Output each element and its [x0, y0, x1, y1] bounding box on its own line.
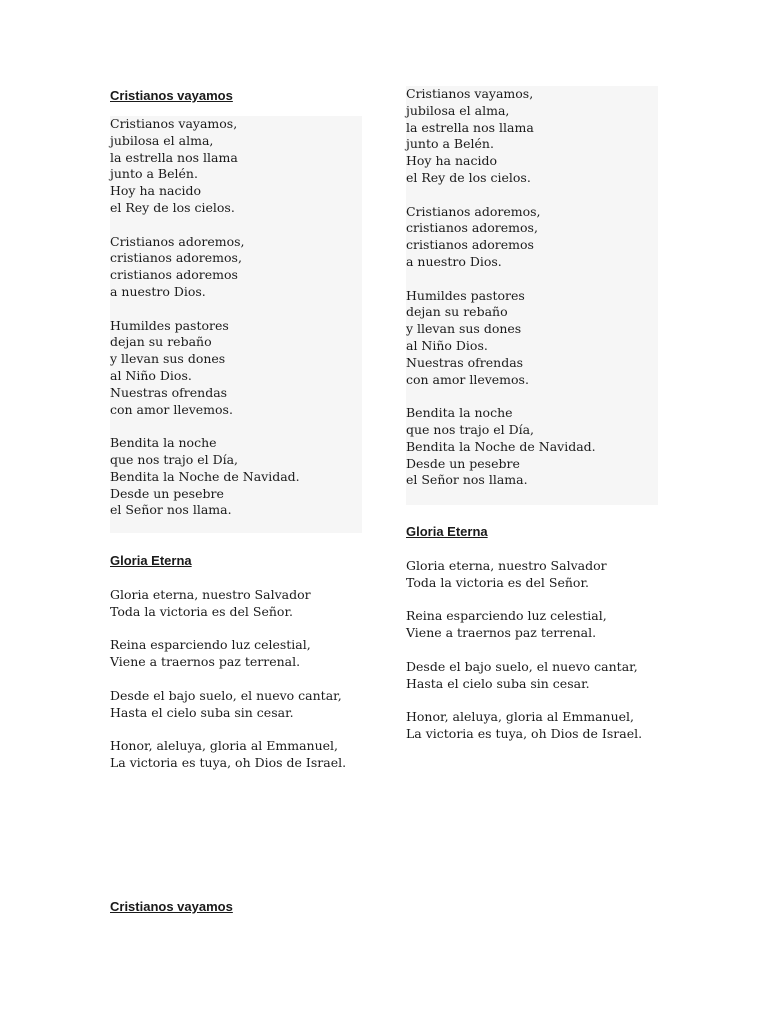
stanza [406, 86, 658, 187]
stanza [406, 608, 666, 642]
lyric-line: Cristianos vayamos, [110, 116, 238, 131]
song-title-gloria-eterna: Gloria Eterna [110, 553, 192, 568]
lyric-line: Reina esparciendo luz celestial, [110, 637, 311, 653]
lyric-line: Gloria eterna, nuestro Salvador [406, 558, 607, 573]
lyric-line: Bendita la Noche de Navidad. [406, 438, 596, 454]
lyric-line: la estrella nos llama [110, 149, 238, 165]
lyric-line: el Señor nos llama. [406, 472, 528, 488]
lyric-line: el Rey de los cielos. [406, 169, 531, 185]
lyric-line: jubilosa el alma, [110, 132, 214, 148]
lyric-line: cristianos adoremos [406, 237, 534, 253]
lyric-line: que nos trajo el Día, [406, 421, 535, 437]
stanza [110, 587, 370, 621]
lyrics-block-gloria-eterna [110, 587, 370, 789]
stanza [406, 558, 666, 592]
lyric-line: que nos trajo el Día, [110, 451, 239, 467]
lyric-line: al Niño Dios. [406, 337, 488, 353]
stanza [110, 738, 370, 772]
lyric-line: Humildes pastores [406, 287, 525, 303]
lyric-line: el Señor nos llama. [110, 502, 232, 518]
lyric-line: y llevan sus dones [110, 351, 226, 367]
stanza [406, 288, 658, 389]
lyric-line: a nuestro Dios. [110, 283, 206, 299]
lyrics-block-gloria-eterna-right [406, 558, 666, 760]
lyric-line: con amor llevemos. [406, 371, 529, 387]
stanza [110, 318, 362, 419]
lyric-line: Toda la victoria es del Señor. [110, 603, 294, 619]
lyric-line: cristianos adoremos, [406, 220, 538, 236]
lyric-line: al Niño Dios. [110, 367, 192, 383]
lyric-line: Honor, aleluya, gloria al Emmanuel, [110, 738, 339, 754]
lyric-line: Nuestras ofrendas [110, 384, 228, 400]
lyric-line: Cristianos adoremos, [406, 203, 541, 219]
lyric-line: Bendita la noche [406, 405, 513, 421]
lyric-line: Hoy ha nacido [110, 183, 201, 199]
stanza [406, 405, 658, 489]
lyric-line: Viene a traernos paz terrenal. [110, 654, 301, 670]
lyric-line: Humildes pastores [110, 317, 229, 333]
stanza [110, 435, 362, 519]
song-title-cristianos-vayamos-repeat: Cristianos vayamos [110, 899, 233, 914]
stanza [110, 234, 362, 301]
lyric-line: La victoria es tuya, oh Dios de Israel. [406, 725, 643, 741]
lyric-line: Cristianos adoremos, [110, 233, 245, 249]
song-title-cristianos-vayamos: Cristianos vayamos [110, 88, 233, 103]
lyrics-block-cristianos-vayamos [110, 116, 362, 533]
lyric-line: cristianos adoremos [110, 267, 238, 283]
stanza [110, 116, 362, 217]
lyric-line: dejan su rebaño [110, 334, 212, 350]
stanza [406, 204, 658, 271]
lyric-line: Bendita la noche [110, 435, 217, 451]
song-title-gloria-eterna-right: Gloria Eterna [406, 524, 488, 539]
lyric-line: Cristianos vayamos, [406, 86, 534, 101]
lyric-line: cristianos adoremos, [110, 250, 242, 266]
lyric-line: Desde el bajo suelo, el nuevo cantar, [110, 687, 342, 703]
lyric-line: jubilosa el alma, [406, 102, 510, 118]
lyric-line: dejan su rebaño [406, 304, 508, 320]
lyric-line: Honor, aleluya, gloria al Emmanuel, [406, 709, 635, 725]
lyric-line: con amor llevemos. [110, 401, 233, 417]
lyric-line: la estrella nos llama [406, 119, 534, 135]
lyric-line: Gloria eterna, nuestro Salvador [110, 587, 311, 602]
lyric-line: La victoria es tuya, oh Dios de Israel. [110, 754, 347, 770]
lyrics-block-cristianos-vayamos-right [406, 86, 658, 505]
lyric-line: Desde un pesebre [406, 455, 520, 471]
lyric-line: Desde el bajo suelo, el nuevo cantar, [406, 658, 638, 674]
stanza [110, 637, 370, 671]
lyric-line: el Rey de los cielos. [110, 199, 235, 215]
lyric-line: Desde un pesebre [110, 485, 224, 501]
lyric-line: Toda la victoria es del Señor. [406, 574, 590, 590]
lyric-line: Bendita la Noche de Navidad. [110, 468, 300, 484]
lyric-line: Hasta el cielo suba sin cesar. [406, 675, 590, 691]
lyric-line: junto a Belén. [110, 166, 198, 182]
lyric-line: Nuestras ofrendas [406, 354, 524, 370]
stanza [110, 688, 370, 722]
lyric-line: y llevan sus dones [406, 321, 522, 337]
stanza [406, 659, 666, 693]
lyric-line: Viene a traernos paz terrenal. [406, 625, 597, 641]
lyric-line: a nuestro Dios. [406, 253, 502, 269]
lyric-line: Hoy ha nacido [406, 153, 497, 169]
lyric-line: Hasta el cielo suba sin cesar. [110, 704, 294, 720]
stanza [406, 709, 666, 743]
lyric-line: Reina esparciendo luz celestial, [406, 608, 607, 624]
lyric-line: junto a Belén. [406, 136, 494, 152]
